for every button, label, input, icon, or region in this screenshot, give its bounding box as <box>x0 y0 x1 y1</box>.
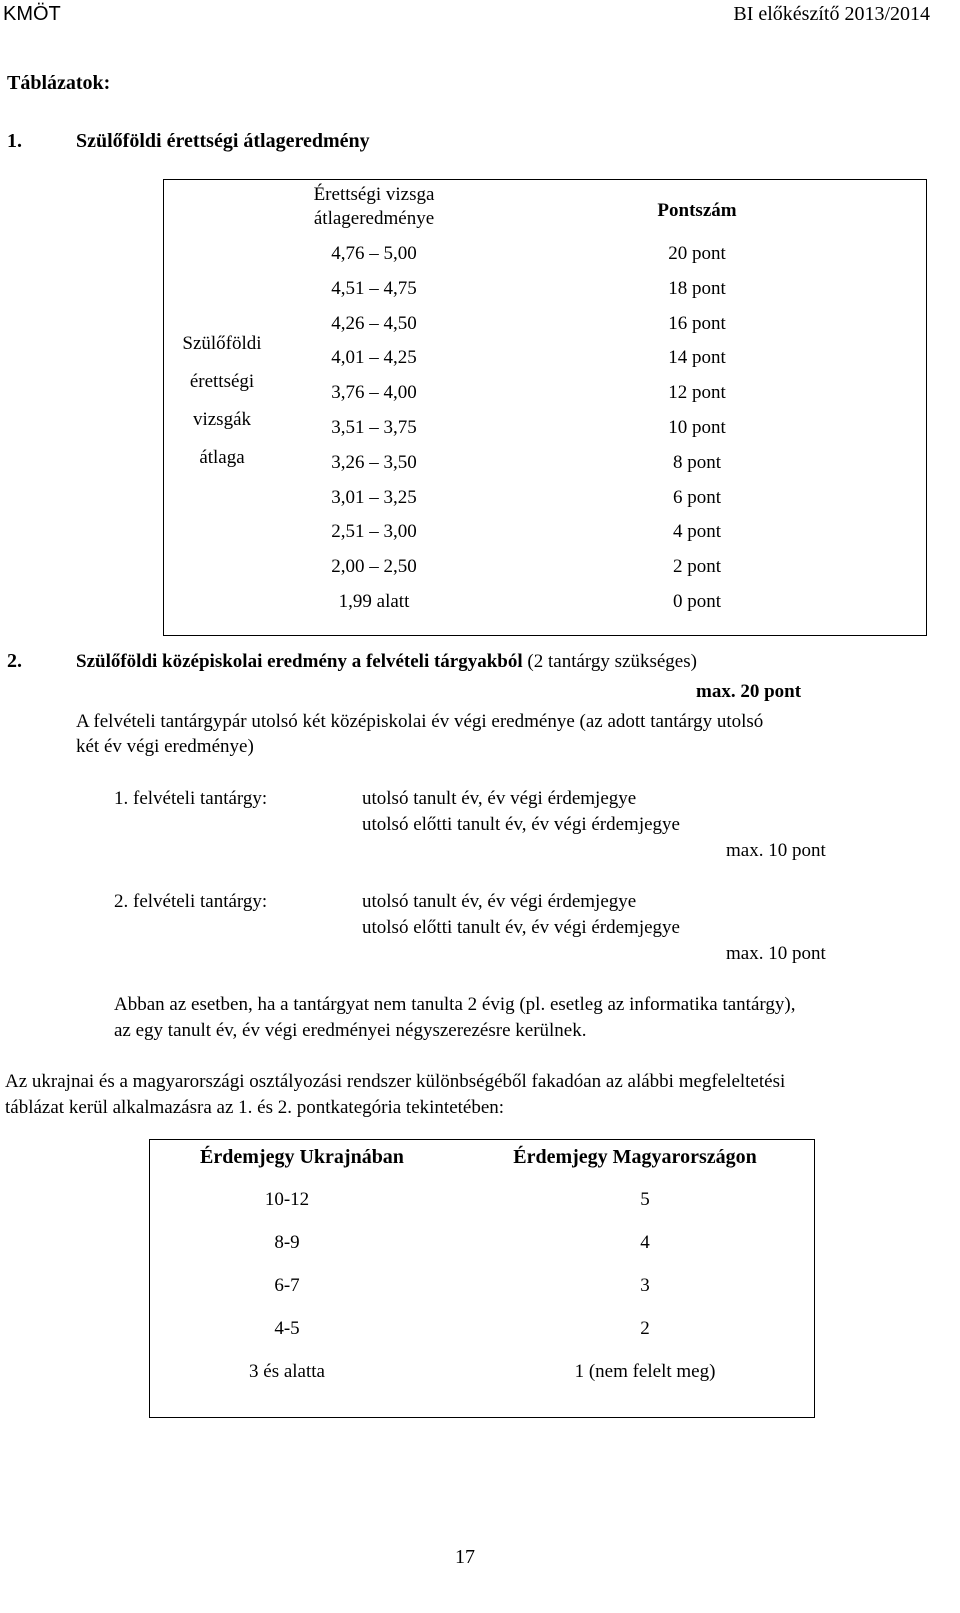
table-row-points: 20 pont <box>668 243 726 264</box>
col1-header: Érettségi vizsga átlageredménye <box>313 184 435 229</box>
subject1-max: max. 10 pont <box>726 840 826 861</box>
table-row-points: 6 pont <box>672 487 722 508</box>
grade-row-ua: 4-5 <box>274 1318 300 1339</box>
s2-title-line <box>76 651 697 673</box>
subject2-line1: utolsó tanult év, év végi érdemjegye <box>362 891 637 912</box>
table-row-range: 3,51 – 3,75 <box>331 417 417 438</box>
grade-row-ua: 6-7 <box>274 1275 300 1296</box>
table-row-points: 12 pont <box>668 382 726 403</box>
subject1-line2: utolsó előtti tanult év, év végi érdemjegye <box>362 814 680 835</box>
table-row-points: 10 pont <box>668 417 726 438</box>
subject2-label: 2. felvételi tantárgy: <box>114 891 268 912</box>
subject1-label: 1. felvételi tantárgy: <box>114 788 268 809</box>
grade-row-ua: 10-12 <box>264 1189 310 1210</box>
intro-line2: táblázat kerül alkalmazásra az 1. és 2. pontkategória tekintetében: <box>5 1097 505 1118</box>
header-left: KMÖT <box>3 3 61 25</box>
table-row-range: 2,00 – 2,50 <box>331 556 417 577</box>
s1-number: 1. <box>7 130 22 152</box>
table-row-range: 2,51 – 3,00 <box>331 521 417 542</box>
grade-table <box>149 1139 815 1418</box>
table-row-range: 4,76 – 5,00 <box>331 243 417 264</box>
table-row-points: 4 pont <box>672 521 722 542</box>
table-row-points: 14 pont <box>668 347 726 368</box>
s2-title: Szülőföldi középiskolai eredmény a felvételi tárgyakból <box>76 651 523 672</box>
page-number: 17 <box>455 1546 475 1568</box>
grade-row-hu: 3 <box>640 1275 650 1296</box>
grade-row-ua: 8-9 <box>274 1232 300 1253</box>
score-table <box>163 179 927 636</box>
table-row-points: 8 pont <box>672 452 722 473</box>
table-row-range: 4,26 – 4,50 <box>331 313 417 334</box>
grade-row-hu: 5 <box>640 1189 650 1210</box>
s2-max: max. 20 pont <box>696 681 802 702</box>
subject2-max: max. 10 pont <box>726 943 826 964</box>
subject1-line1: utolsó tanult év, év végi érdemjegye <box>362 788 637 809</box>
table-row-points: 2 pont <box>672 556 722 577</box>
grade-row-hu: 1 (nem felelt meg) <box>574 1361 716 1382</box>
table-row-points: 16 pont <box>668 313 726 334</box>
grade-row-hu: 2 <box>640 1318 650 1339</box>
col2-header: Pontszám <box>657 200 737 221</box>
subject2-line2: utolsó előtti tanult év, év végi érdemjegye <box>362 917 680 938</box>
s2-note-line1: Abban az esetben, ha a tantárgyat nem tanulta 2 évig (pl. esetleg az informatika tantárgy), <box>114 994 796 1015</box>
s2-title-note: (2 tantárgy szükséges) <box>527 651 697 672</box>
s1-title: Szülőföldi érettségi átlageredmény <box>76 130 370 152</box>
grade-header-ua: Érdemjegy Ukrajnában <box>200 1146 404 1168</box>
s2-number: 2. <box>7 650 22 672</box>
table-row-range: 4,51 – 4,75 <box>331 278 417 299</box>
table-row-range: 3,26 – 3,50 <box>331 452 417 473</box>
s2-desc-line2: két év végi eredménye) <box>76 736 254 757</box>
grade-header-hu: Érdemjegy Magyarországon <box>513 1146 757 1168</box>
grade-row-ua: 3 és alatta <box>249 1361 325 1382</box>
table-row-points: 0 pont <box>672 591 722 612</box>
header-right: BI előkészítő 2013/2014 <box>733 3 930 25</box>
table-row-range: 3,76 – 4,00 <box>331 382 417 403</box>
table-row-range: 3,01 – 3,25 <box>331 487 417 508</box>
s2-desc-line1: A felvételi tantárgypár utolsó két középiskolai év végi eredménye (az adott tantárgy utolsó <box>76 711 764 732</box>
s2-note-line2: az egy tanult év, év végi eredményei négyszerezésre kerülnek. <box>114 1020 587 1041</box>
section-title: Táblázatok: <box>7 72 111 94</box>
grade-row-hu: 4 <box>640 1232 650 1253</box>
intro-line1: Az ukrajnai és a magyarországi osztályozási rendszer különbségéből fakadóan az alábbi megfeleltetési <box>5 1071 786 1092</box>
table-row-points: 18 pont <box>668 278 726 299</box>
table-row-range: 4,01 – 4,25 <box>331 347 417 368</box>
table-row-range: 1,99 alatt <box>338 591 410 612</box>
row-label: Szülőföldi érettségi vizsgák átlaga <box>182 333 262 468</box>
